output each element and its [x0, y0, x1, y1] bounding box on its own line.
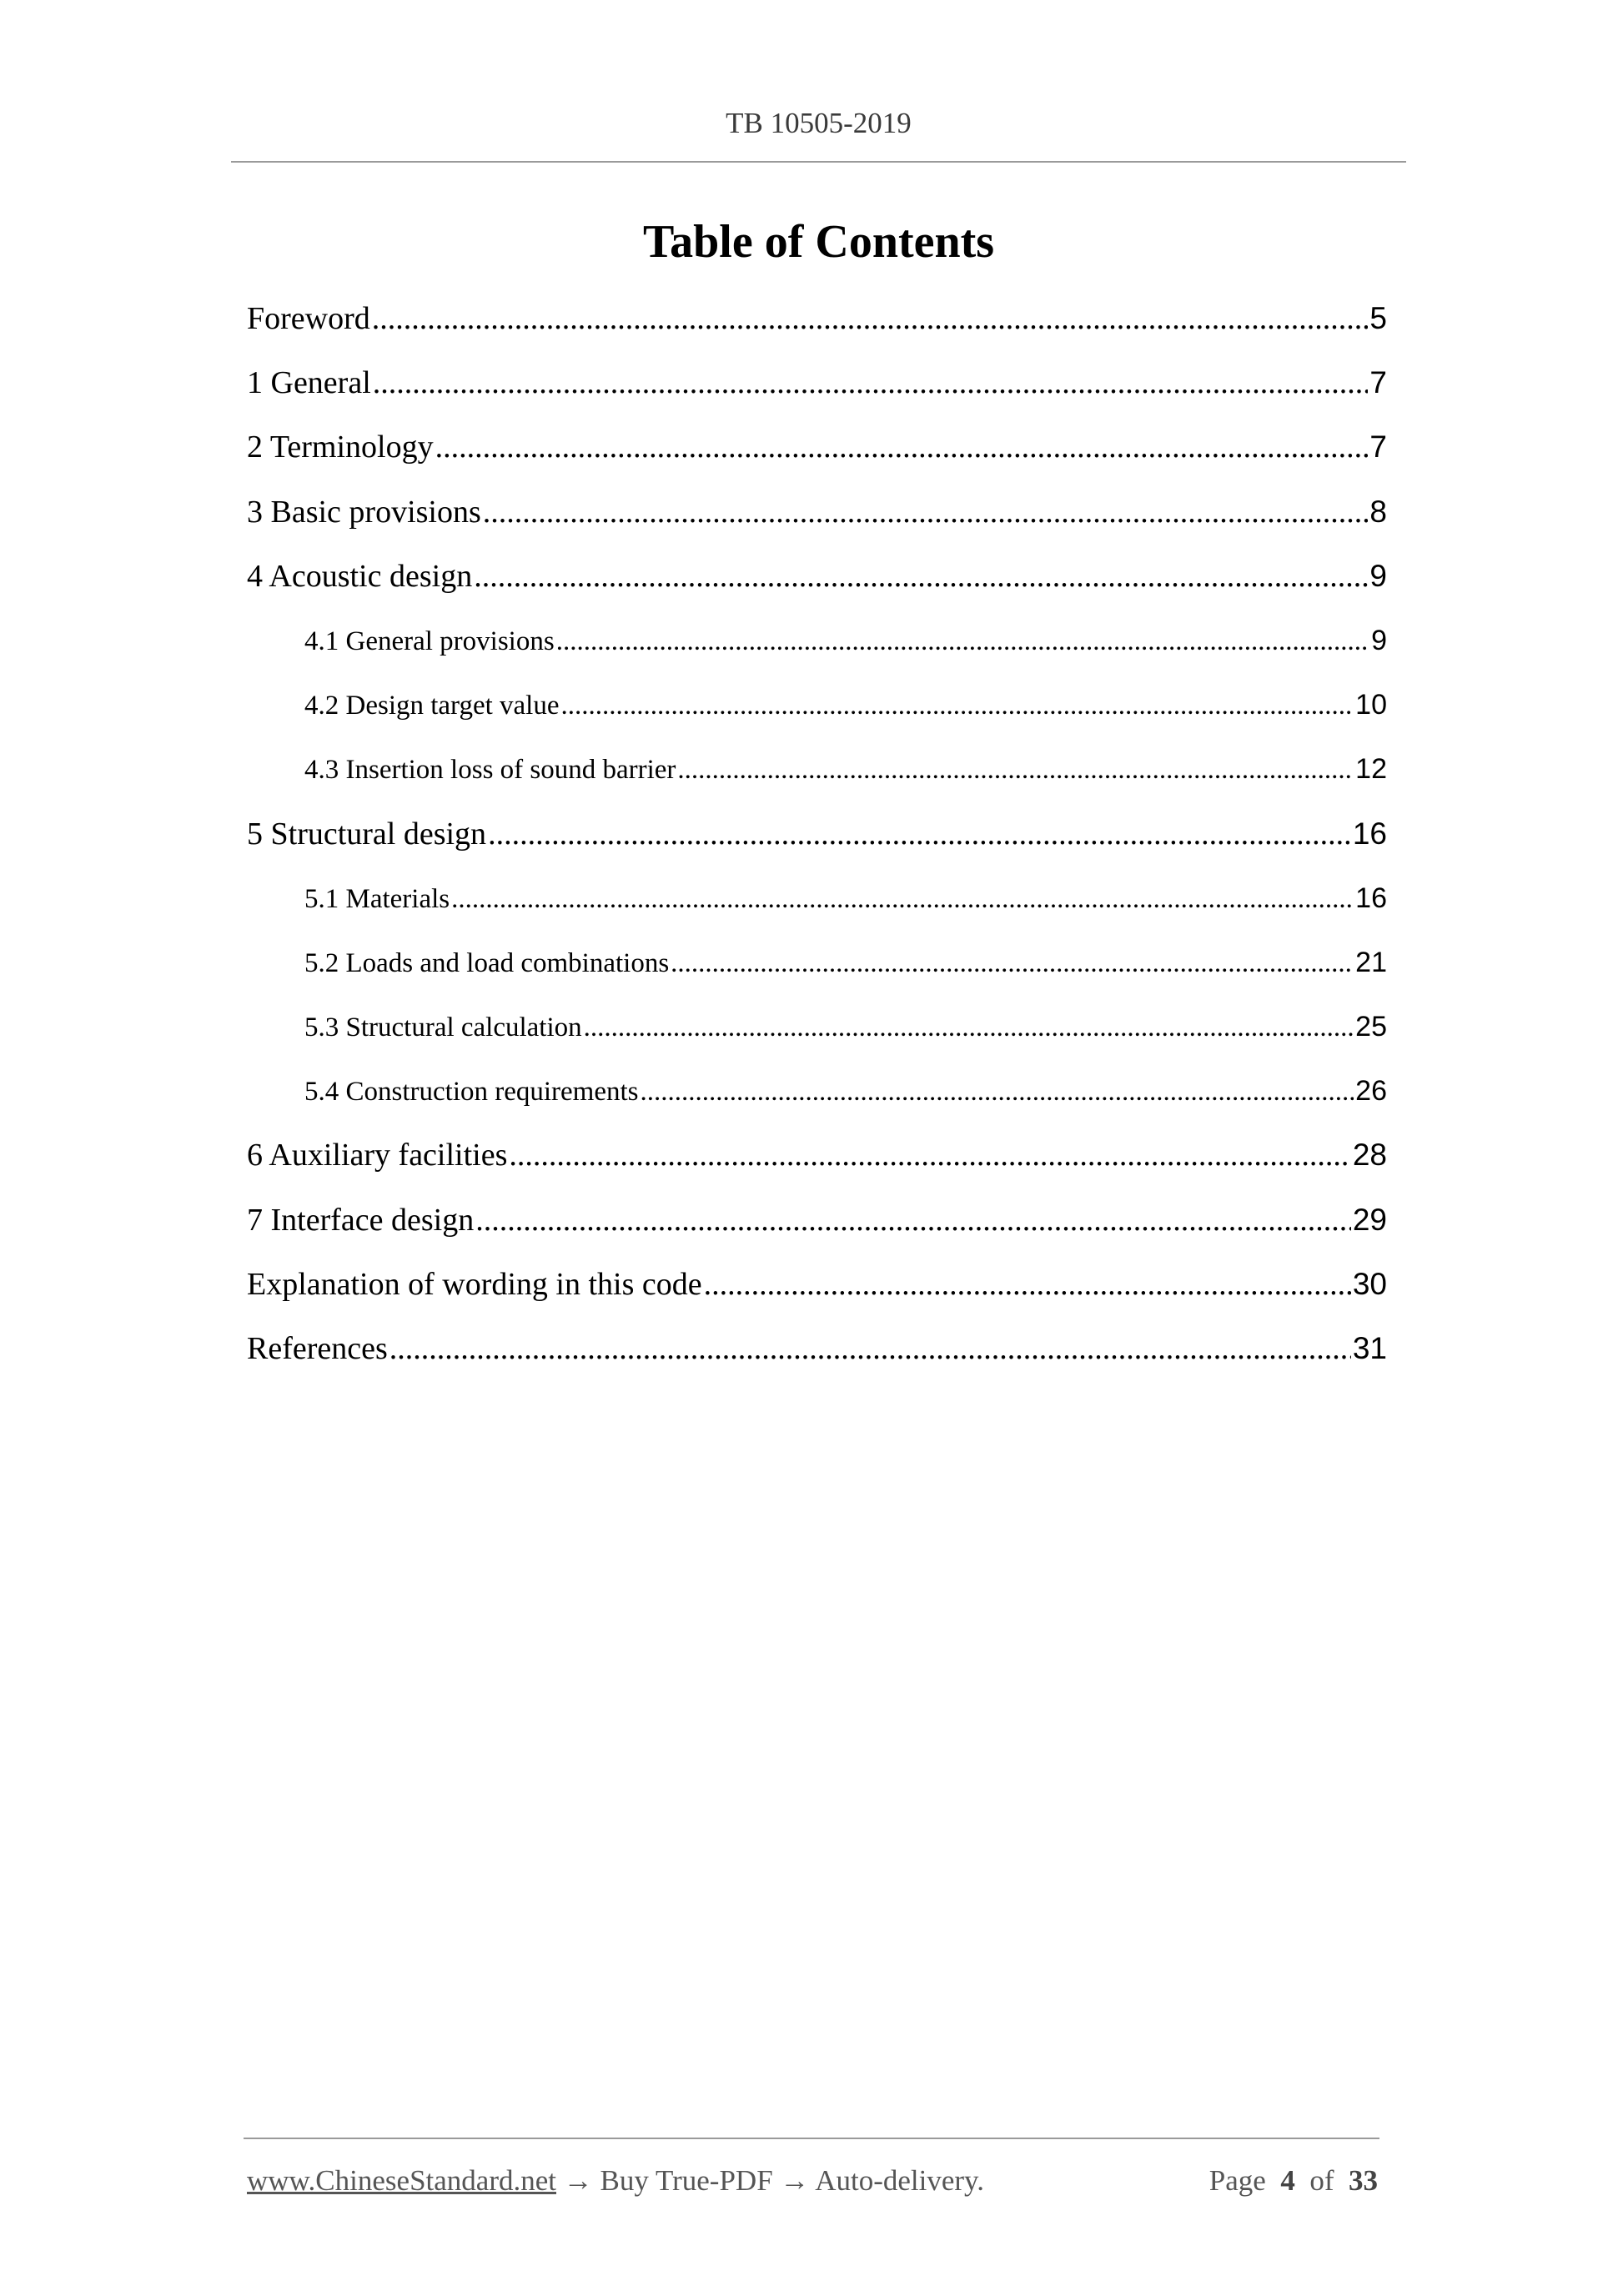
toc-entry-title: 4 Acoustic design [247, 558, 473, 594]
toc-entry-title: 4.1 General provisions [304, 625, 555, 656]
toc-entry-page-number: 10 [1355, 689, 1387, 721]
toc-entry-page-number: 8 [1369, 494, 1387, 529]
toc-entry-page-number: 7 [1369, 365, 1387, 400]
toc-entry-page-number: 25 [1355, 1011, 1387, 1043]
running-header [231, 107, 1406, 140]
toc-entry-page-number: 30 [1352, 1266, 1387, 1301]
toc-entry-page-number: 5 [1369, 301, 1387, 335]
toc-dot-leader [641, 1067, 1354, 1117]
toc-entry-page-number: 16 [1352, 816, 1387, 851]
toc-entry-title: 7 Interface design [247, 1202, 475, 1238]
toc-dot-leader [584, 1002, 1354, 1053]
toc-dot-leader [372, 294, 1369, 344]
toc-entry[interactable] [247, 615, 1387, 680]
toc-dot-leader [483, 487, 1369, 537]
toc-entry[interactable] [247, 744, 1387, 808]
toc-dot-leader [435, 422, 1369, 472]
toc-entry-page-number: 31 [1352, 1331, 1387, 1365]
footer-promo [247, 2160, 984, 2202]
document-code: TB 10505-2019 [726, 107, 912, 139]
toc-dot-leader [474, 551, 1368, 601]
toc-dot-leader [451, 874, 1354, 924]
toc-entry-page-number: 16 [1355, 882, 1387, 914]
toc-entry[interactable] [247, 422, 1387, 486]
toc-entry[interactable] [247, 1195, 1387, 1259]
toc-entry[interactable] [247, 1002, 1387, 1066]
toc-dot-leader [373, 358, 1369, 408]
page-word: Page [1208, 2164, 1266, 2197]
toc-entry-title: 5.1 Materials [304, 883, 450, 914]
toc-entry-title: 2 Terminology [247, 430, 434, 465]
toc-entry-title: Explanation of wording in this code [247, 1266, 702, 1302]
toc-entry[interactable] [247, 1259, 1387, 1324]
toc-dot-leader [509, 1130, 1350, 1180]
toc-entry-page-number: 9 [1371, 624, 1387, 656]
toc-entry-page-number: 29 [1352, 1202, 1387, 1237]
toc-entry-page-number: 26 [1355, 1075, 1387, 1108]
toc-dot-leader [671, 938, 1354, 988]
toc-entry-title: References [247, 1331, 388, 1366]
toc-entry[interactable] [247, 551, 1387, 615]
toc-dot-leader [704, 1259, 1351, 1309]
toc-entry-title: 4.3 Insertion loss of sound barrier [304, 755, 676, 786]
toc-dot-leader [677, 745, 1354, 795]
toc-dot-leader [560, 681, 1354, 731]
toc-entry[interactable] [247, 1324, 1387, 1388]
toc-entry[interactable] [247, 487, 1387, 551]
toc-entry-title: 5.3 Structural calculation [304, 1012, 582, 1043]
toc-entry-title: 5.2 Loads and load combinations [304, 947, 670, 978]
total-page-number: 33 [1349, 2164, 1378, 2197]
page-title: Table of Contents [642, 216, 995, 268]
toc-entry-title: 1 General [247, 365, 371, 401]
toc-entry[interactable] [247, 873, 1387, 937]
toc-dot-leader [389, 1324, 1351, 1374]
toc-entry-title: 4.2 Design target value [304, 691, 560, 721]
toc-entry[interactable] [247, 809, 1387, 873]
toc-entry[interactable] [247, 1066, 1387, 1130]
current-page-number: 4 [1280, 2164, 1295, 2197]
footer-promo-text: → Buy True-PDF → Auto-delivery. [563, 2164, 985, 2197]
toc-entry-page-number: 21 [1355, 946, 1387, 978]
toc-dot-leader [488, 809, 1351, 859]
toc-entry[interactable] [247, 294, 1387, 358]
page-indicator [1209, 2160, 1378, 2202]
toc-entry[interactable] [247, 680, 1387, 744]
toc-entry-title: 3 Basic provisions [247, 494, 481, 530]
toc-entry-page-number: 9 [1369, 558, 1387, 593]
toc-entry-title: 6 Auxiliary facilities [247, 1138, 508, 1173]
toc-entry-title: 5.4 Construction requirements [304, 1077, 639, 1108]
toc-entry[interactable] [247, 358, 1387, 422]
of-word: of [1309, 2164, 1334, 2197]
toc-entry-title: Foreword [247, 301, 370, 336]
toc-dot-leader [475, 1195, 1351, 1245]
header-divider [231, 161, 1406, 163]
table-of-contents [247, 294, 1387, 1388]
website-link[interactable]: www.ChineseStandard.net [247, 2164, 556, 2197]
footer-divider [244, 2138, 1379, 2139]
toc-entry-page-number: 7 [1369, 430, 1387, 465]
toc-entry[interactable] [247, 937, 1387, 1002]
toc-dot-leader [556, 616, 1369, 666]
toc-entry-title: 5 Structural design [247, 816, 487, 852]
toc-entry[interactable] [247, 1130, 1387, 1194]
toc-entry-page-number: 28 [1352, 1138, 1387, 1173]
toc-entry-page-number: 12 [1355, 753, 1387, 786]
